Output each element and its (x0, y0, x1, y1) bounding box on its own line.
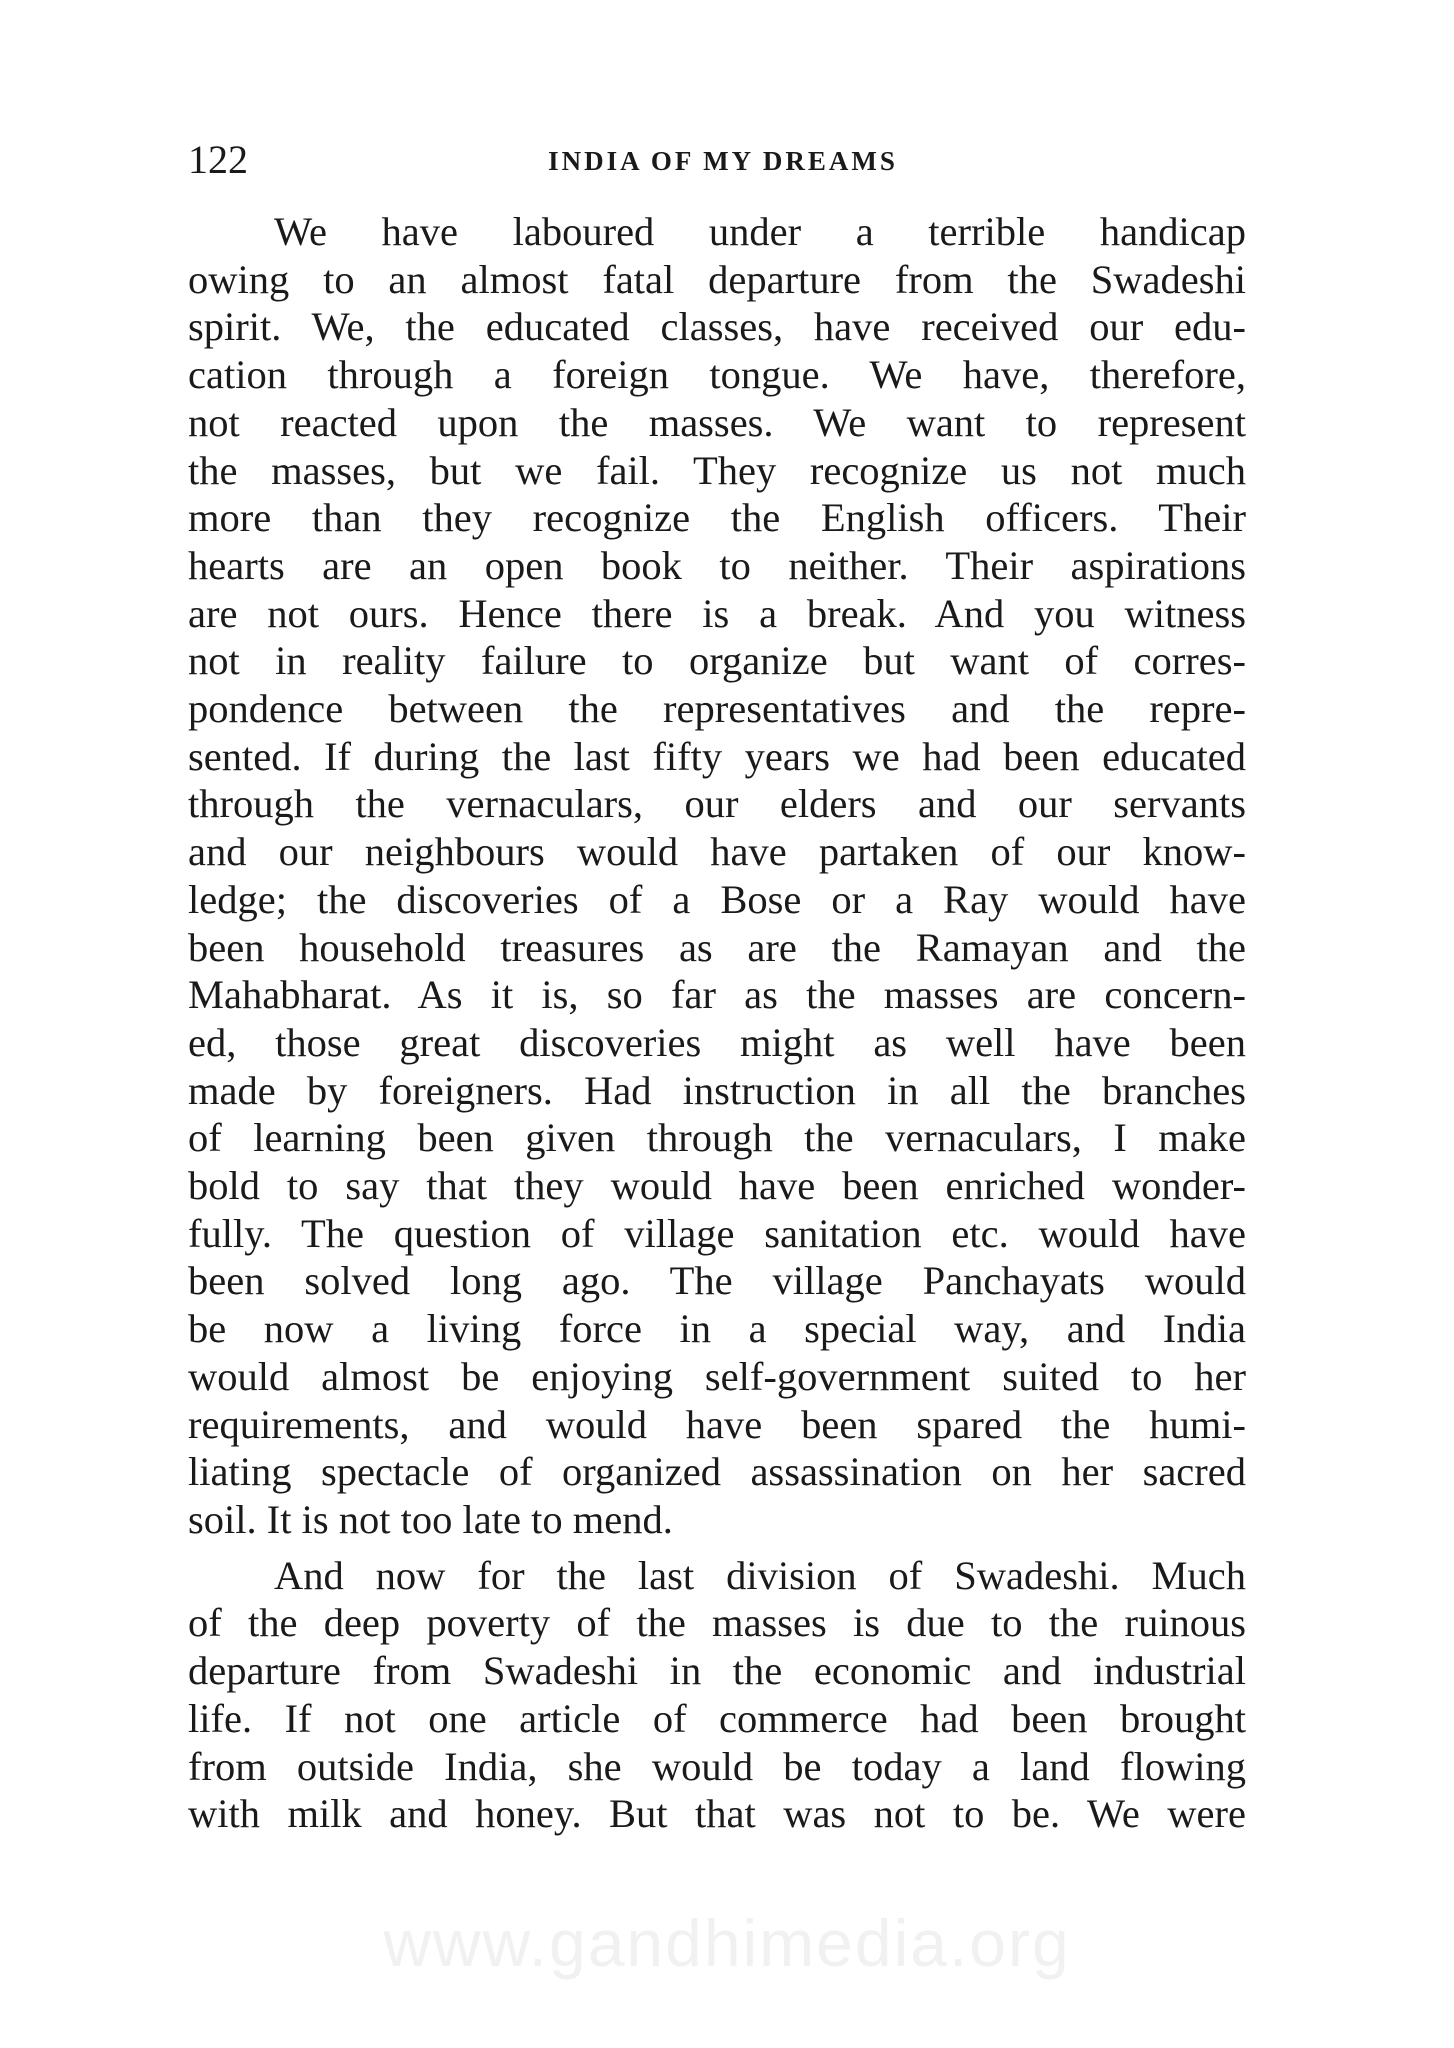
text-line: through the vernaculars, our elders and our servants (188, 781, 1246, 827)
text-line: liating spectacle of organized assassination on her sacred (188, 1449, 1246, 1495)
text-line: fully. The question of village sanitation etc. would have (188, 1210, 1246, 1256)
text-line: pondence between the representatives and the repre- (188, 686, 1246, 732)
text-line: been household treasures as are the Ramayan and the (188, 924, 1246, 970)
text-line: would almost be enjoying self-government suited to her (188, 1353, 1246, 1399)
text-line: ledge; the discoveries of a Bose or a Ray would have (188, 876, 1246, 922)
page-header (188, 135, 1258, 185)
body-text (188, 208, 1246, 1838)
text-line: soil. It is not too late to mend. (188, 1496, 673, 1542)
text-line: of the deep poverty of the masses is due to the ruinous (188, 1600, 1246, 1646)
text-line: departure from Swadeshi in the economic and industrial (188, 1648, 1246, 1694)
text-line: ed, those great discoveries might as well have been (188, 1019, 1246, 1065)
watermark-text: www.gandhimedia.org (383, 1906, 1071, 1980)
text-line: sented. If during the last fifty years we had been educated (188, 733, 1246, 779)
text-line: owing to an almost fatal departure from the Swadeshi (188, 256, 1246, 302)
text-line: cation through a foreign tongue. We have, therefore, (188, 352, 1246, 398)
running-title: INDIA OF MY DREAMS (548, 146, 898, 176)
text-line: are not ours. Hence there is a break. And you witness (188, 590, 1246, 636)
text-line: not reacted upon the masses. We want to represent (188, 399, 1246, 445)
text-line: requirements, and would have been spared the humi- (188, 1401, 1246, 1447)
text-line: of learning been given through the vernaculars, I make (188, 1115, 1246, 1161)
text-line: not in reality failure to organize but want of corres- (188, 638, 1246, 684)
text-line: and our neighbours would have partaken of our know- (188, 829, 1246, 875)
text-line: be now a living force in a special way, and India (188, 1306, 1246, 1352)
text-line: hearts are an open book to neither. Their aspirations (188, 542, 1246, 588)
paragraph-2 (188, 1552, 1246, 1838)
text-line: the masses, but we fail. They recognize us not much (188, 447, 1246, 493)
text-line: with milk and honey. But that was not to be. We were (188, 1791, 1246, 1837)
text-line: made by foreigners. Had instruction in all the branches (188, 1067, 1246, 1113)
text-line: Mahabharat. As it is, so far as the masses are concern- (188, 972, 1246, 1018)
text-line: spirit. We, the educated classes, have received our edu- (188, 304, 1246, 350)
page-number: 122 (188, 137, 248, 182)
text-line: from outside India, she would be today a land flowing (188, 1743, 1246, 1789)
text-line: more than they recognize the English officers. Their (188, 495, 1246, 541)
text-line: life. If not one article of commerce had been brought (188, 1695, 1246, 1741)
text-line: bold to say that they would have been enriched wonder- (188, 1163, 1246, 1209)
text-line: been solved long ago. The village Panchayats would (188, 1258, 1246, 1304)
text-line: And now for the last division of Swadeshi. Much (274, 1552, 1246, 1598)
paragraph-1 (188, 208, 1246, 1544)
text-line: We have laboured under a terrible handicap (274, 209, 1246, 254)
